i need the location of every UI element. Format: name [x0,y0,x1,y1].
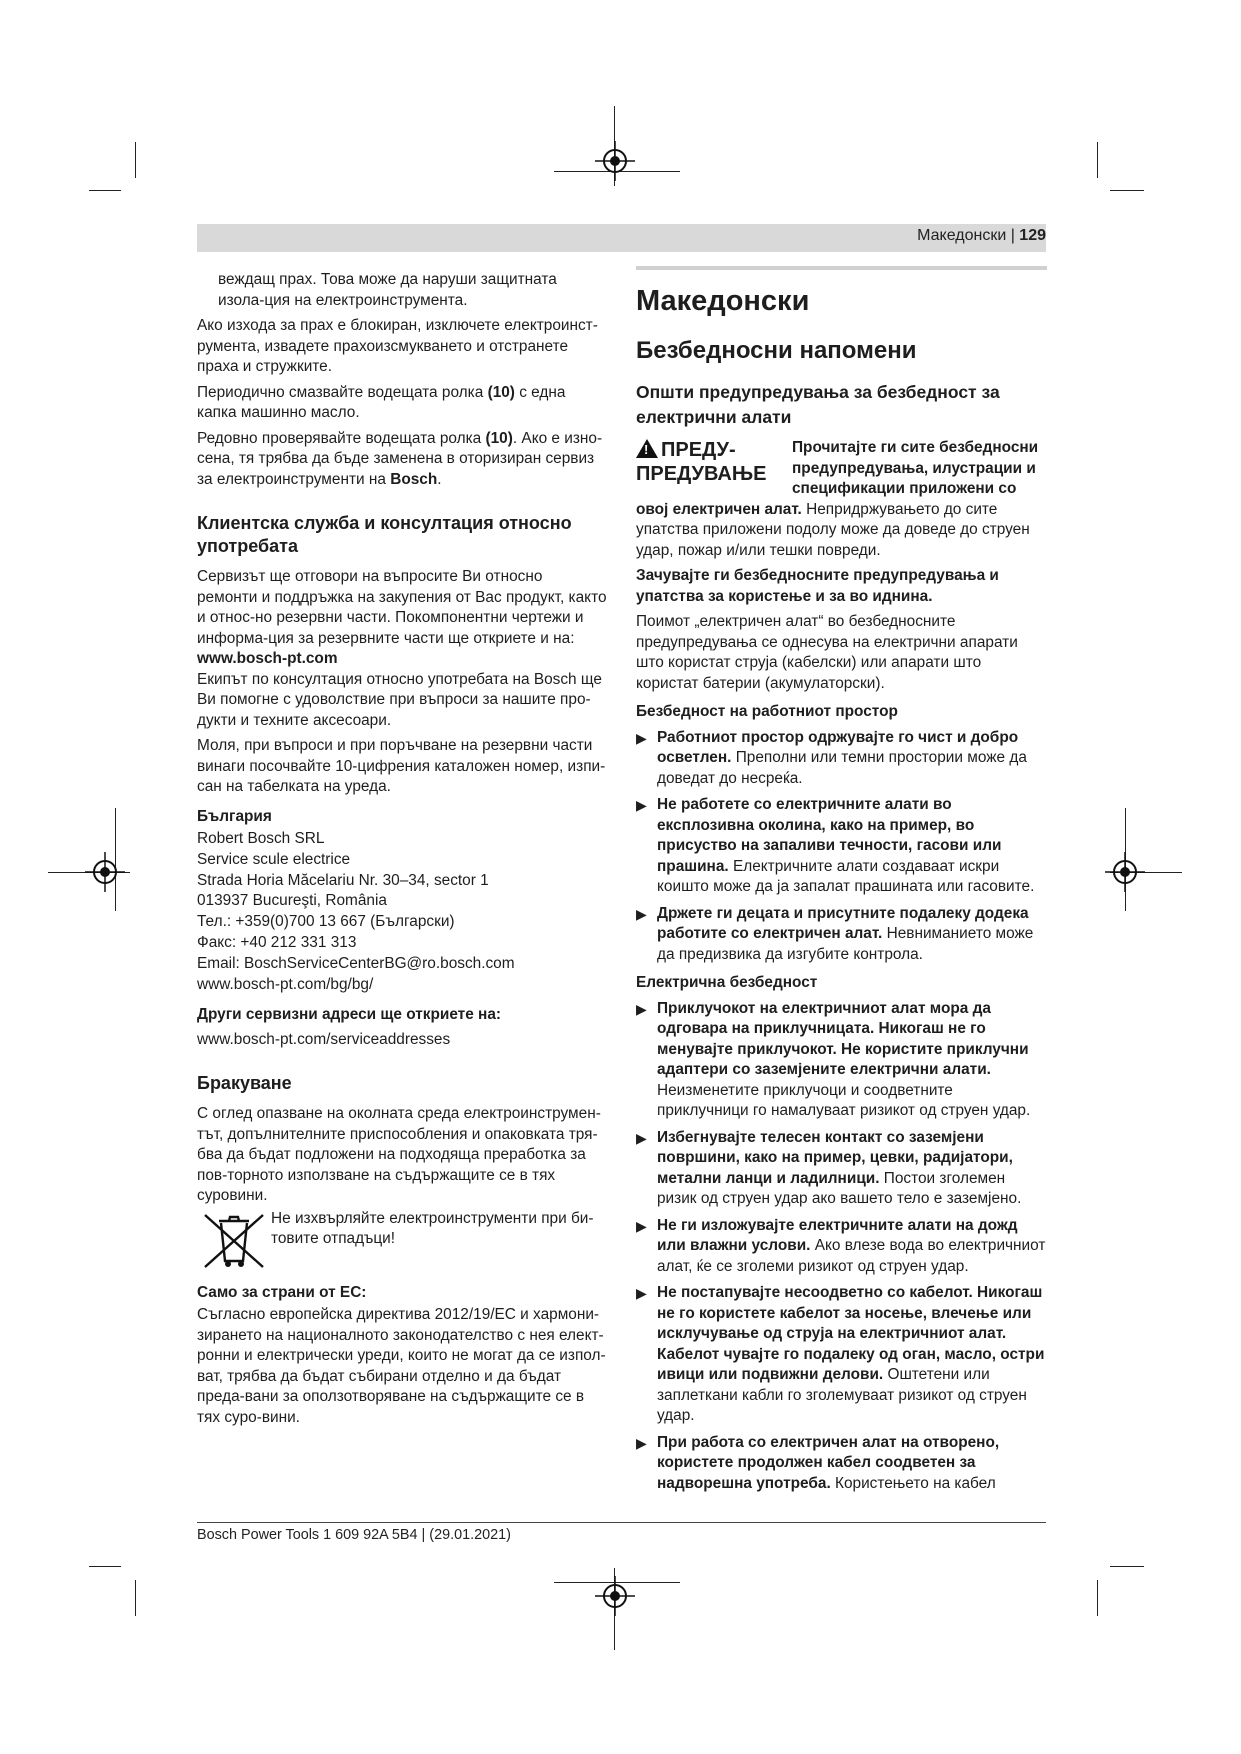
service-url: www.bosch-pt.com [197,650,338,667]
workspace-heading: Безбедност на работниот простор [636,703,898,720]
registration-mark-icon [595,141,635,181]
list-item: ▶ Не работете со електричните алати во експлозивна околина, како на пример, во присуство на запаливи течности, гасови или прашина. Електричните алати создаваат искри коишто може да ја запалат прашината или гасовите. [636,796,1035,895]
paragraph: Съгласно европейска директива 2012/19/ЕС и хармони-зирането на националното законодателство с нея елект-ронни и електрически уреди, които не могат да се изпол-ват, трябва да бъдат събирани отделно и да бъдат преда-вани за оползотворяване на съдържащите се в тях суро-вини. [197,1306,606,1426]
page-header: Македонски | 129 [917,227,1046,244]
warning-block [636,438,1047,500]
crop-mark [1097,1580,1098,1616]
paragraph: С оглед опазване на околната среда електроинструмен-тът, допълнителните приспособления и опаковката тря-бва да бъдат подложени на подходяща преработка за пов-торното използване на съдържащите се в тях суровини. [197,1105,601,1205]
general-warnings-heading: Општи предупредувања за безбедност за електрични алати [636,382,1000,427]
paragraph: Периодично смазвайте водещата ролка (10) с една капка машинно масло. [197,383,566,421]
page-number: 129 [1019,227,1046,244]
crop-mark [1110,1566,1144,1567]
paragraph: Сервизът ще отговори на въпросите Ви относно ремонти и поддръжка на закупения от Вас продукт, както и относ-но резервни части. Покомпонентни чертежи и информа-ция за резервните части ще откриете и на: [197,568,607,647]
address-line: Service scule electrice [197,850,351,868]
section-heading: Бракуване [197,1073,292,1094]
list-item: ▶ Не постапувајте несоодветно со кабелот. Никогаш не го користете кабелот за носење, влечење или исклучување од струја на електричниот алат. Кабелот чувајте го подалеку од оган, масло, остри ивици или подвижни делови. Оштетени или заплеткани кабли го зголемуваат ризикот од струен удар. [636,1284,1045,1424]
address-line: Факс: +40 212 331 313 [197,933,357,951]
registration-mark-icon [595,1576,635,1616]
address-line: www.bosch-pt.com/bg/bg/ [197,975,374,993]
paragraph: Екипът по консултация относно употребата на Bosch ще Ви помогне с удоволствие при въпроси за нашите про-дукти и техните аксесоари. [197,670,602,729]
header-language: Македонски [917,227,1007,244]
keep-instructions: Зачувајте ги безбедносните предупредувања и упатства за користење и за во иднина. [636,567,999,605]
paragraph: веждащ прах. Това може да наруши защитната изола-ция на електроинструмента. [218,271,557,309]
crop-mark [89,1566,121,1567]
crop-mark [135,1580,136,1616]
paragraph: Моля, при въпроси и при поръчване на резервни части винаги посочвайте 10-цифрения каталожен номер, изпи-сан на табелката на уреда. [197,737,606,795]
section-heading: Клиентска служба и консултация относно употребата [197,513,572,556]
page-footer: Bosch Power Tools 1 609 92A 5B4 | (29.01.2021) [197,1527,511,1543]
eu-heading: Само за страни от ЕС: [197,1283,367,1301]
country-heading: България [197,807,272,825]
crossed-out-bin-icon [197,1209,271,1271]
registration-mark-icon [1105,852,1145,892]
address-line: 013937 Bucureşti, România [197,892,387,910]
paragraph: Ако изхода за прах е блокиран, изключете електроинст-румента, извадете прахоизсмукването и отстранете праха и стружките. [197,317,598,375]
left-column [197,270,607,1433]
list-item: ▶ Избегнувајте телесен контакт со заземјени површини, како на пример, цевки, радијатори, метални ланци и ладилници. Постои зголемен ризик од струен удар ако вашето тело е заземјено. [636,1128,1022,1207]
footer-rule [197,1522,1046,1523]
warning-bold-text: Прочитајте ги сите безбедносни предупредувања, илустрации и спецификации приложени со [792,439,1039,497]
safety-title: Безбедносни напомени [636,337,917,364]
paragraph: Редовно проверявайте водещата ролка (10). Ако е изно-сена, тя трябва да бъде заменена в оторизиран сервиз за електроинструменти на Bosch. [197,429,603,488]
other-addresses-heading: Други сервизни адреси ще откриете на: [197,1006,502,1024]
electrical-heading: Електрична безбедност [636,974,818,991]
list-item: ▶ При работа со електричен алат на отворено, користете продолжен кабел соодветен за надворешна употреба. Користењето на кабел [636,1433,1000,1492]
warning-label: ! ПРЕДУ-ПРЕДУВАЊЕ [636,439,767,485]
warning-triangle-icon: ! [636,439,658,458]
crop-mark [1110,190,1144,191]
registration-mark-icon [85,852,125,892]
address-line: Тел.: +359(0)700 13 667 (Български) [197,913,455,931]
paragraph: овој електричен алат. Непридржувањето до сите упатства приложени подолу може да доведе до струен удар, пожар и/или тешки повреди. [636,500,1030,559]
right-column [636,266,1047,1500]
crop-mark [89,190,121,191]
list-item: ▶ Не ги изложувајте електричните алати на дожд или влажни услови. Ако влезе вода во електричниот алат, ќе се зголеми ризикот од струен удар. [636,1216,1046,1275]
paragraph: Поимот „електричен алат“ во безбедносните предупредувања се однесува на електрични апарати што користат струја (кабелски) или апарати што користат батерии (акумулаторски). [636,613,1018,692]
crop-mark [1097,142,1098,178]
column-rule [636,266,1047,270]
language-title: Македонски [636,285,810,317]
list-item: ▶ Работниот простор одржувајте го чист и добро осветлен. Преполни или темни простории може да доведат до несреќа. [636,728,1027,787]
address-line: Email: BoschServiceCenterBG@ro.bosch.com [197,954,515,972]
address-line: Strada Horia Măcelariu Nr. 30–34, sector 1 [197,871,489,889]
disposal-notice [197,1209,607,1271]
list-item: ▶ Држете ги децата и присутните подалеку додека работите со електричен алат. Невниманието може да предизвика да изгубите контрола. [636,904,1034,963]
address-line: Robert Bosch SRL [197,830,325,847]
address-block [197,829,607,995]
crop-mark [135,142,136,178]
disposal-bin-text: Не изхвърляйте електроинструменти при би-товите отпадъци! [271,1209,594,1248]
list-item: ▶ Приклучокот на електричниот алат мора да одговара на приклучницата. Никогаш не го менувајте приклучокот. Не користите приклучни адаптери со заземјените електрични алати. Неизменетите приклучоци и соодветните приклучници го намалуваат ризикот од струен удар. [636,999,1031,1119]
other-addresses-url: www.bosch-pt.com/serviceaddresses [197,1030,451,1048]
